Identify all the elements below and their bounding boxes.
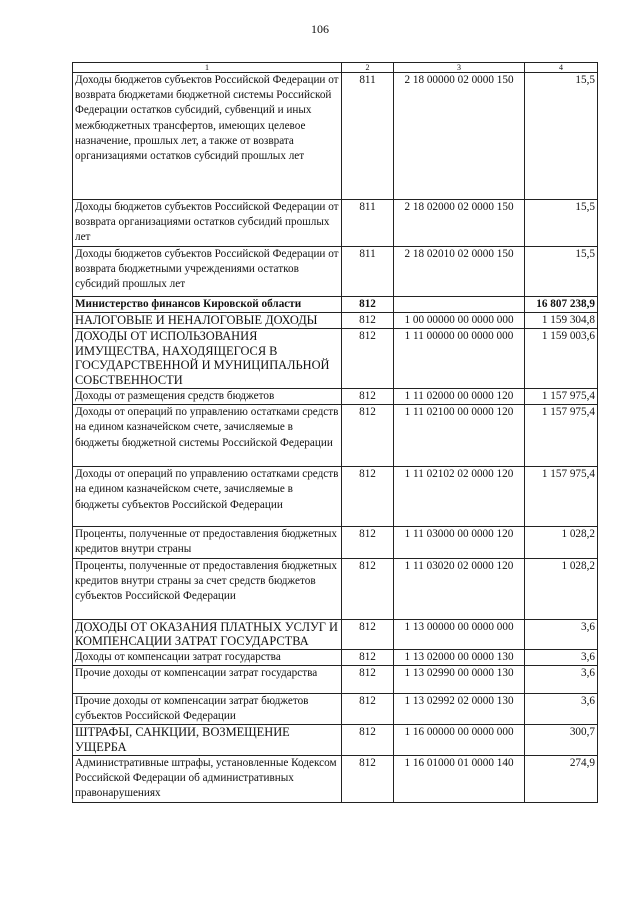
table-row <box>73 725 598 755</box>
revenue-name-cell: Доходы бюджетов субъектов Российской Федерации от возврата бюджетными учреждениями остатков субсидий прошлых лет <box>73 246 342 296</box>
column-number-row <box>73 63 598 73</box>
amount-cell: 1 157 975,4 <box>525 405 598 467</box>
amount-cell: 300,7 <box>525 725 598 755</box>
admin-code-cell: 812 <box>342 755 394 802</box>
table-row <box>73 246 598 296</box>
amount-cell: 3,6 <box>525 694 598 725</box>
revenue-name-cell: Министерство финансов Кировской области <box>73 296 342 312</box>
revenue-name-cell: ДОХОДЫ ОТ ИСПОЛЬЗОВАНИЯ ИМУЩЕСТВА, НАХОДЯЩЕГОСЯ В ГОСУДАРСТВЕННОЙ И МУНИЦИПАЛЬНОЙ СОБСТВЕННОСТИ <box>73 329 342 389</box>
revenue-name-cell: Доходы бюджетов субъектов Российской Федерации от возврата организациями остатков субсидий прошлых лет <box>73 200 342 247</box>
classification-code-cell: 1 13 02000 00 0000 130 <box>394 649 525 665</box>
admin-code-cell: 812 <box>342 694 394 725</box>
classification-code-cell: 1 13 02992 02 0000 130 <box>394 694 525 725</box>
classification-code-cell: 1 11 00000 00 0000 000 <box>394 329 525 389</box>
classification-code-cell: 1 16 01000 01 0000 140 <box>394 755 525 802</box>
revenue-name-cell: ДОХОДЫ ОТ ОКАЗАНИЯ ПЛАТНЫХ УСЛУГ И КОМПЕНСАЦИИ ЗАТРАТ ГОСУДАРСТВА <box>73 619 342 649</box>
table-row <box>73 666 598 694</box>
amount-cell: 16 807 238,9 <box>525 296 598 312</box>
admin-code-cell: 811 <box>342 200 394 247</box>
admin-code-cell: 812 <box>342 527 394 558</box>
table-row <box>73 467 598 527</box>
classification-code-cell: 1 13 02990 00 0000 130 <box>394 666 525 694</box>
revenue-name-cell: Доходы от размещения средств бюджетов <box>73 389 342 405</box>
amount-cell: 15,5 <box>525 246 598 296</box>
table-row <box>73 73 598 200</box>
table-row <box>73 649 598 665</box>
table-row <box>73 558 598 619</box>
admin-code-cell: 812 <box>342 296 394 312</box>
table-row <box>73 694 598 725</box>
revenue-table <box>72 62 598 803</box>
classification-code-cell: 1 11 02102 02 0000 120 <box>394 467 525 527</box>
admin-code-cell: 812 <box>342 666 394 694</box>
classification-code-cell: 2 18 02000 02 0000 150 <box>394 200 525 247</box>
revenue-name-cell: Прочие доходы от компенсации затрат бюджетов субъектов Российской Федерации <box>73 694 342 725</box>
classification-code-cell: 1 13 00000 00 0000 000 <box>394 619 525 649</box>
classification-code-cell: 1 11 02100 00 0000 120 <box>394 405 525 467</box>
admin-code-cell: 811 <box>342 73 394 200</box>
revenue-name-cell: НАЛОГОВЫЕ И НЕНАЛОГОВЫЕ ДОХОДЫ <box>73 312 342 328</box>
table-row <box>73 312 598 328</box>
table-row <box>73 527 598 558</box>
classification-code-cell: 2 18 00000 02 0000 150 <box>394 73 525 200</box>
column-number-cell: 1 <box>73 63 342 73</box>
revenue-name-cell: Прочие доходы от компенсации затрат государства <box>73 666 342 694</box>
amount-cell: 3,6 <box>525 619 598 649</box>
amount-cell: 1 157 975,4 <box>525 389 598 405</box>
column-number-cell: 3 <box>394 63 525 73</box>
classification-code-cell: 2 18 02010 02 0000 150 <box>394 246 525 296</box>
amount-cell: 1 157 975,4 <box>525 467 598 527</box>
column-number-cell: 4 <box>525 63 598 73</box>
column-number-cell: 2 <box>342 63 394 73</box>
classification-code-cell <box>394 296 525 312</box>
admin-code-cell: 812 <box>342 725 394 755</box>
admin-code-cell: 812 <box>342 389 394 405</box>
amount-cell: 1 028,2 <box>525 558 598 619</box>
admin-code-cell: 811 <box>342 246 394 296</box>
revenue-name-cell: Доходы от операций по управлению остатками средств на едином казначейском счете, зачисляемые в бюджеты бюджетной системы Российской Федерации <box>73 405 342 467</box>
admin-code-cell: 812 <box>342 558 394 619</box>
classification-code-cell: 1 11 03000 00 0000 120 <box>394 527 525 558</box>
amount-cell: 3,6 <box>525 649 598 665</box>
amount-cell: 1 159 003,6 <box>525 329 598 389</box>
admin-code-cell: 812 <box>342 329 394 389</box>
classification-code-cell: 1 11 02000 00 0000 120 <box>394 389 525 405</box>
table-row <box>73 296 598 312</box>
table-row <box>73 329 598 389</box>
page-number: 106 <box>311 22 329 36</box>
amount-cell: 15,5 <box>525 73 598 200</box>
revenue-name-cell: Доходы от компенсации затрат государства <box>73 649 342 665</box>
admin-code-cell: 812 <box>342 649 394 665</box>
classification-code-cell: 1 00 00000 00 0000 000 <box>394 312 525 328</box>
table-body <box>73 63 598 803</box>
amount-cell: 274,9 <box>525 755 598 802</box>
amount-cell: 3,6 <box>525 666 598 694</box>
classification-code-cell: 1 11 03020 02 0000 120 <box>394 558 525 619</box>
table-row <box>73 619 598 649</box>
amount-cell: 15,5 <box>525 200 598 247</box>
admin-code-cell: 812 <box>342 312 394 328</box>
revenue-name-cell: ШТРАФЫ, САНКЦИИ, ВОЗМЕЩЕНИЕ УЩЕРБА <box>73 725 342 755</box>
table-row <box>73 389 598 405</box>
amount-cell: 1 028,2 <box>525 527 598 558</box>
admin-code-cell: 812 <box>342 619 394 649</box>
table-row <box>73 755 598 802</box>
classification-code-cell: 1 16 00000 00 0000 000 <box>394 725 525 755</box>
amount-cell: 1 159 304,8 <box>525 312 598 328</box>
revenue-name-cell: Административные штрафы, установленные Кодексом Российской Федерации об административных правонарушениях <box>73 755 342 802</box>
admin-code-cell: 812 <box>342 467 394 527</box>
revenue-name-cell: Доходы от операций по управлению остатками средств на едином казначейском счете, зачисляемые в бюджеты субъектов Российской Федерации <box>73 467 342 527</box>
table-row <box>73 405 598 467</box>
revenue-name-cell: Проценты, полученные от предоставления бюджетных кредитов внутри страны <box>73 527 342 558</box>
revenue-name-cell: Проценты, полученные от предоставления бюджетных кредитов внутри страны за счет средств бюджетов субъектов Российской Федерации <box>73 558 342 619</box>
admin-code-cell: 812 <box>342 405 394 467</box>
table-row <box>73 200 598 247</box>
revenue-name-cell: Доходы бюджетов субъектов Российской Федерации от возврата бюджетами бюджетной системы Российской Федерации остатков субсидий, субвенций и иных межбюджетных трансфертов, имеющих целевое назначение, прошлых лет, а также от возврата организациями остатков субсидий прошлых лет <box>73 73 342 200</box>
